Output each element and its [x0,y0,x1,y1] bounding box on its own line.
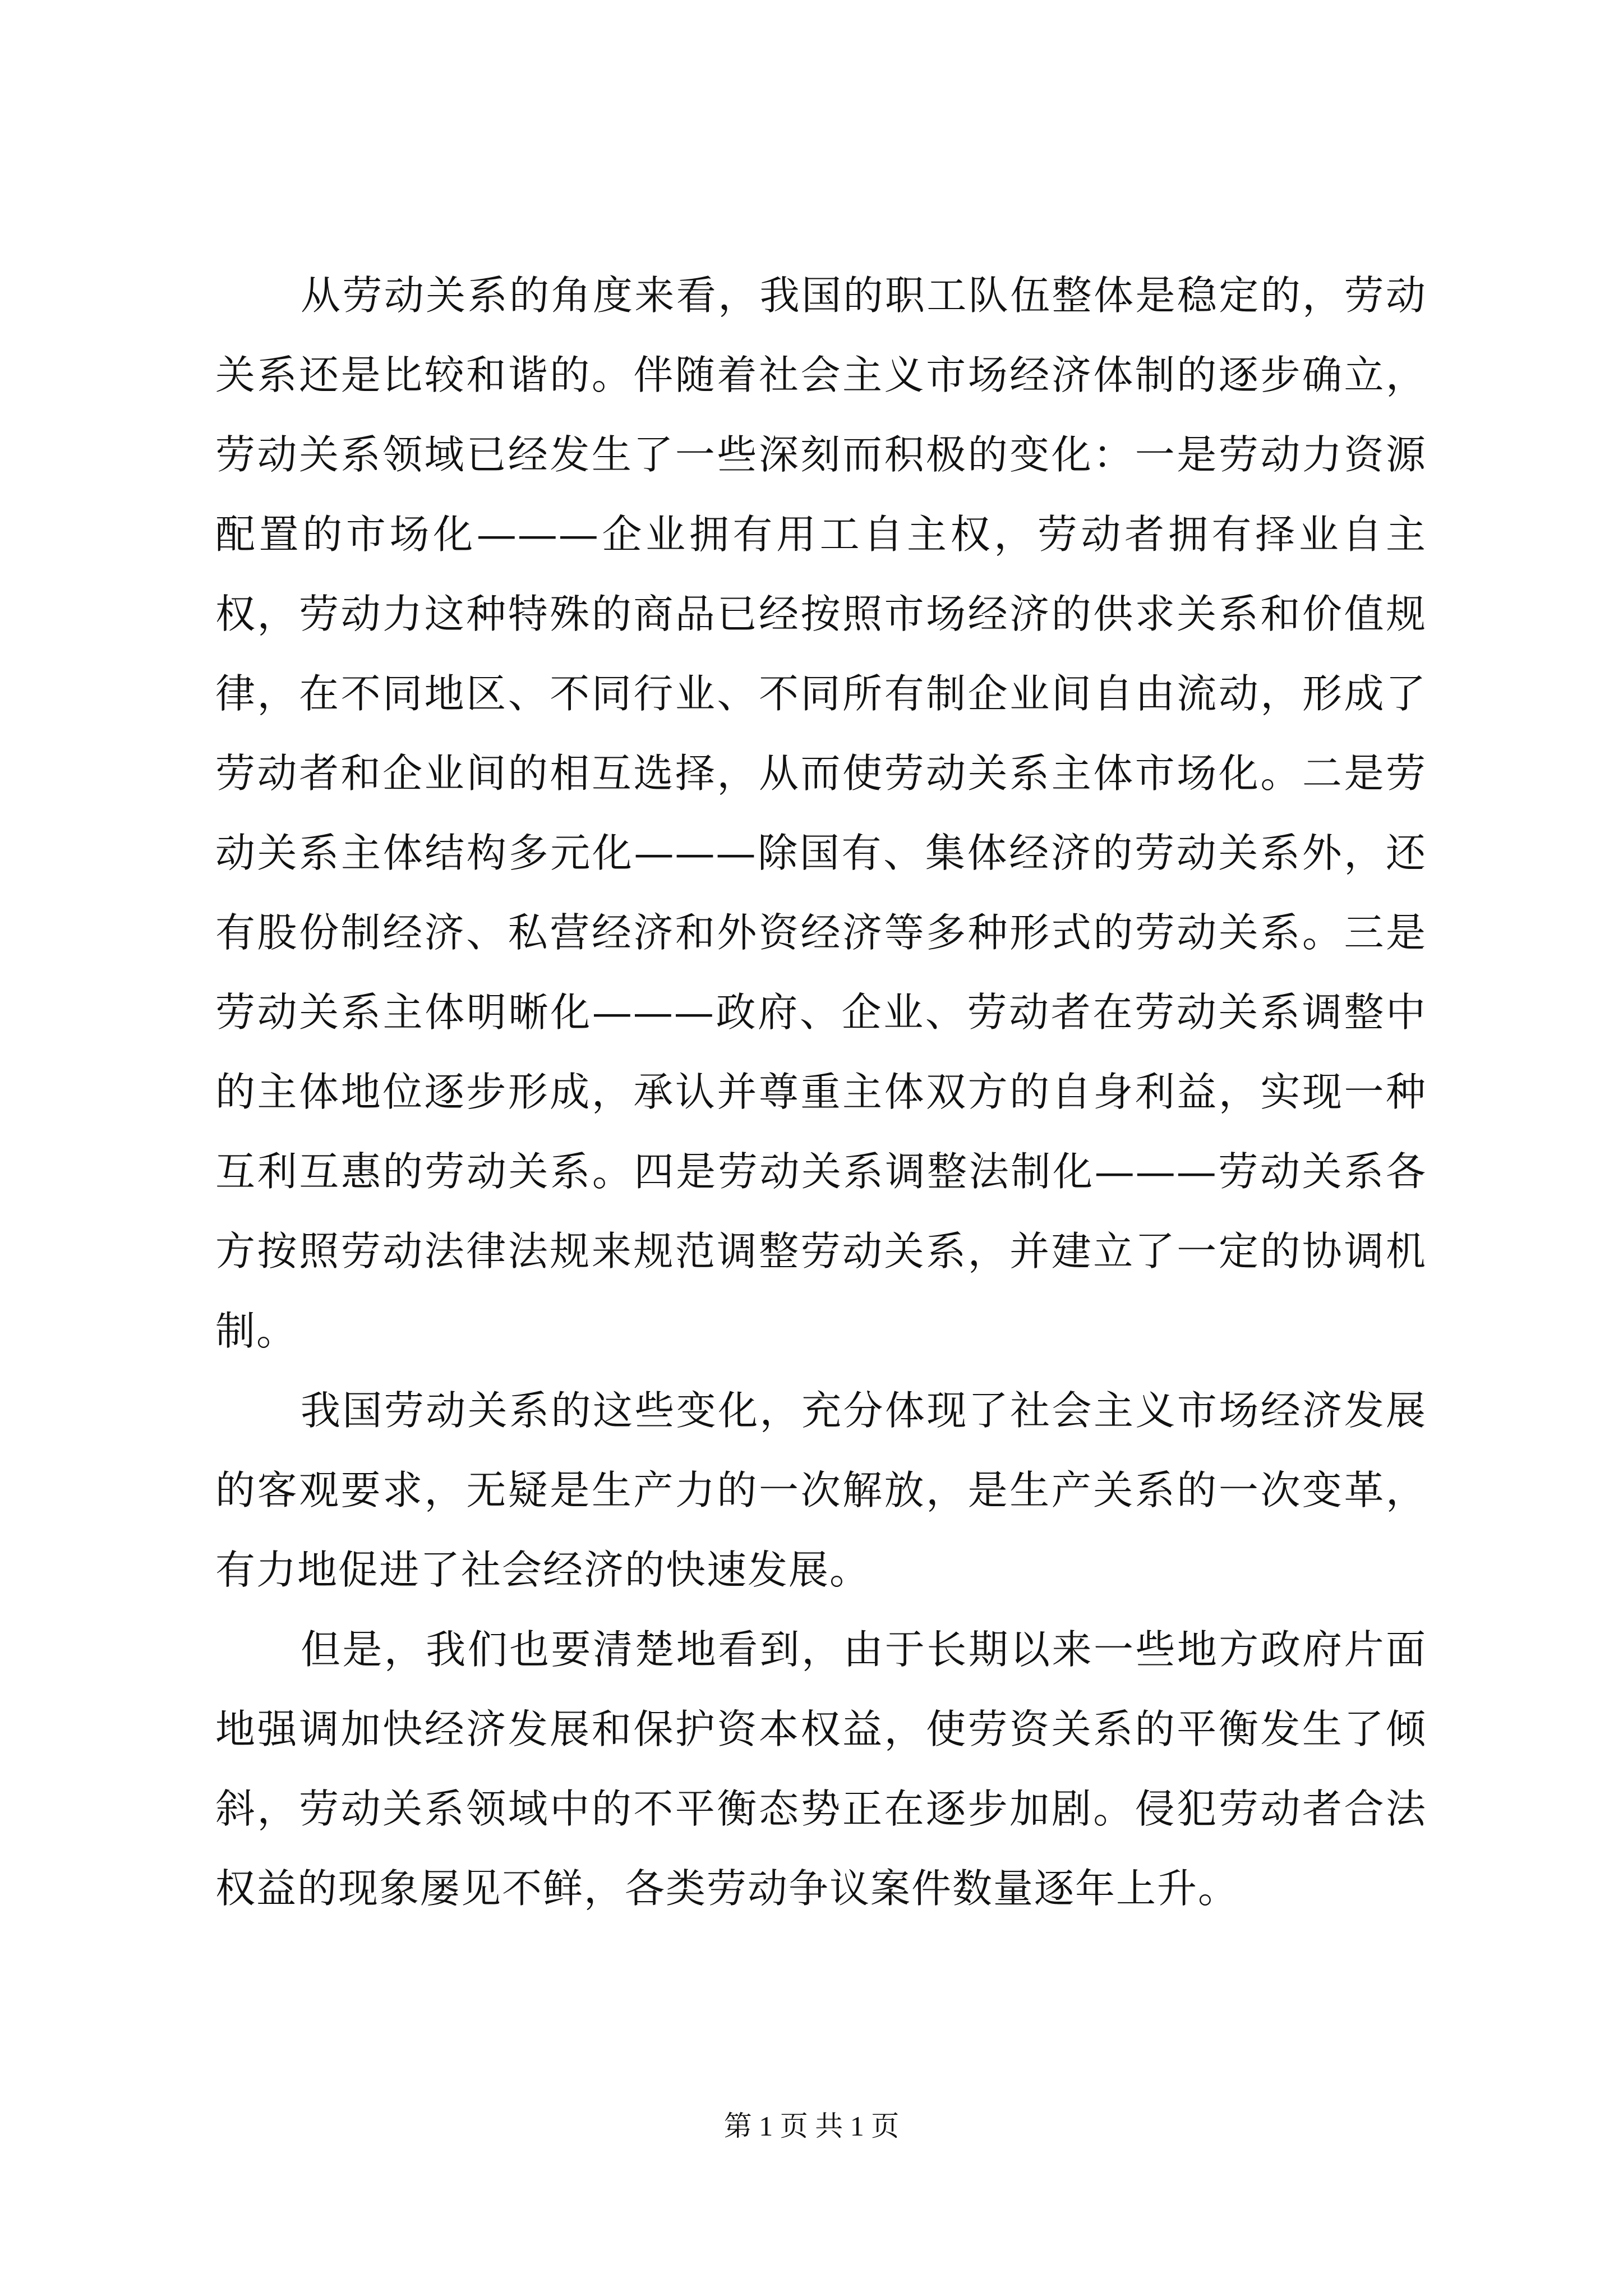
paragraph-1: 从劳动关系的角度来看，我国的职工队伍整体是稳定的，劳动关系还是比较和谐的。伴随着社会主义市场经济体制的逐步确立，劳动关系领域已经发生了一些深刻而积极的变化：一是劳动力资源配置的市场化———企业拥有用工自主权，劳动者拥有择业自主权，劳动力这种特殊的商品已经按照市场经济的供求关系和价值规律，在不同地区、不同行业、不同所有制企业间自由流动，形成了劳动者和企业间的相互选择，从而使劳动关系主体市场化。二是劳动关系主体结构多元化———除国有、集体经济的劳动关系外，还有股份制经济、私营经济和外资经济等多种形式的劳动关系。三是劳动关系主体明晰化———政府、企业、劳动者在劳动关系调整中的主体地位逐步形成，承认并尊重主体双方的自身利益，实现一种互利互惠的劳动关系。四是劳动关系调整法制化———劳动关系各方按照劳动法律法规来规范调整劳动关系，并建立了一定的协调机制。 [215,272,1427,1354]
page-footer: 第 1 页 共 1 页 [723,2110,900,2142]
paragraph-2: 我国劳动关系的这些变化，充分体现了社会主义市场经济发展的客观要求，无疑是生产力的一次解放，是生产关系的一次变革，有力地促进了社会经济的快速发展。 [215,1387,1427,1593]
paragraph-3: 但是，我们也要清楚地看到，由于长期以来一些地方政府片面地强调加快经济发展和保护资本权益，使劳资关系的平衡发生了倾斜，劳动关系领域中的不平衡态势正在逐步加剧。侵犯劳动者合法权益的现象屡见不鲜，各类劳动争议案件数量逐年上升。 [215,1626,1427,1912]
document-body [215,256,1427,1929]
